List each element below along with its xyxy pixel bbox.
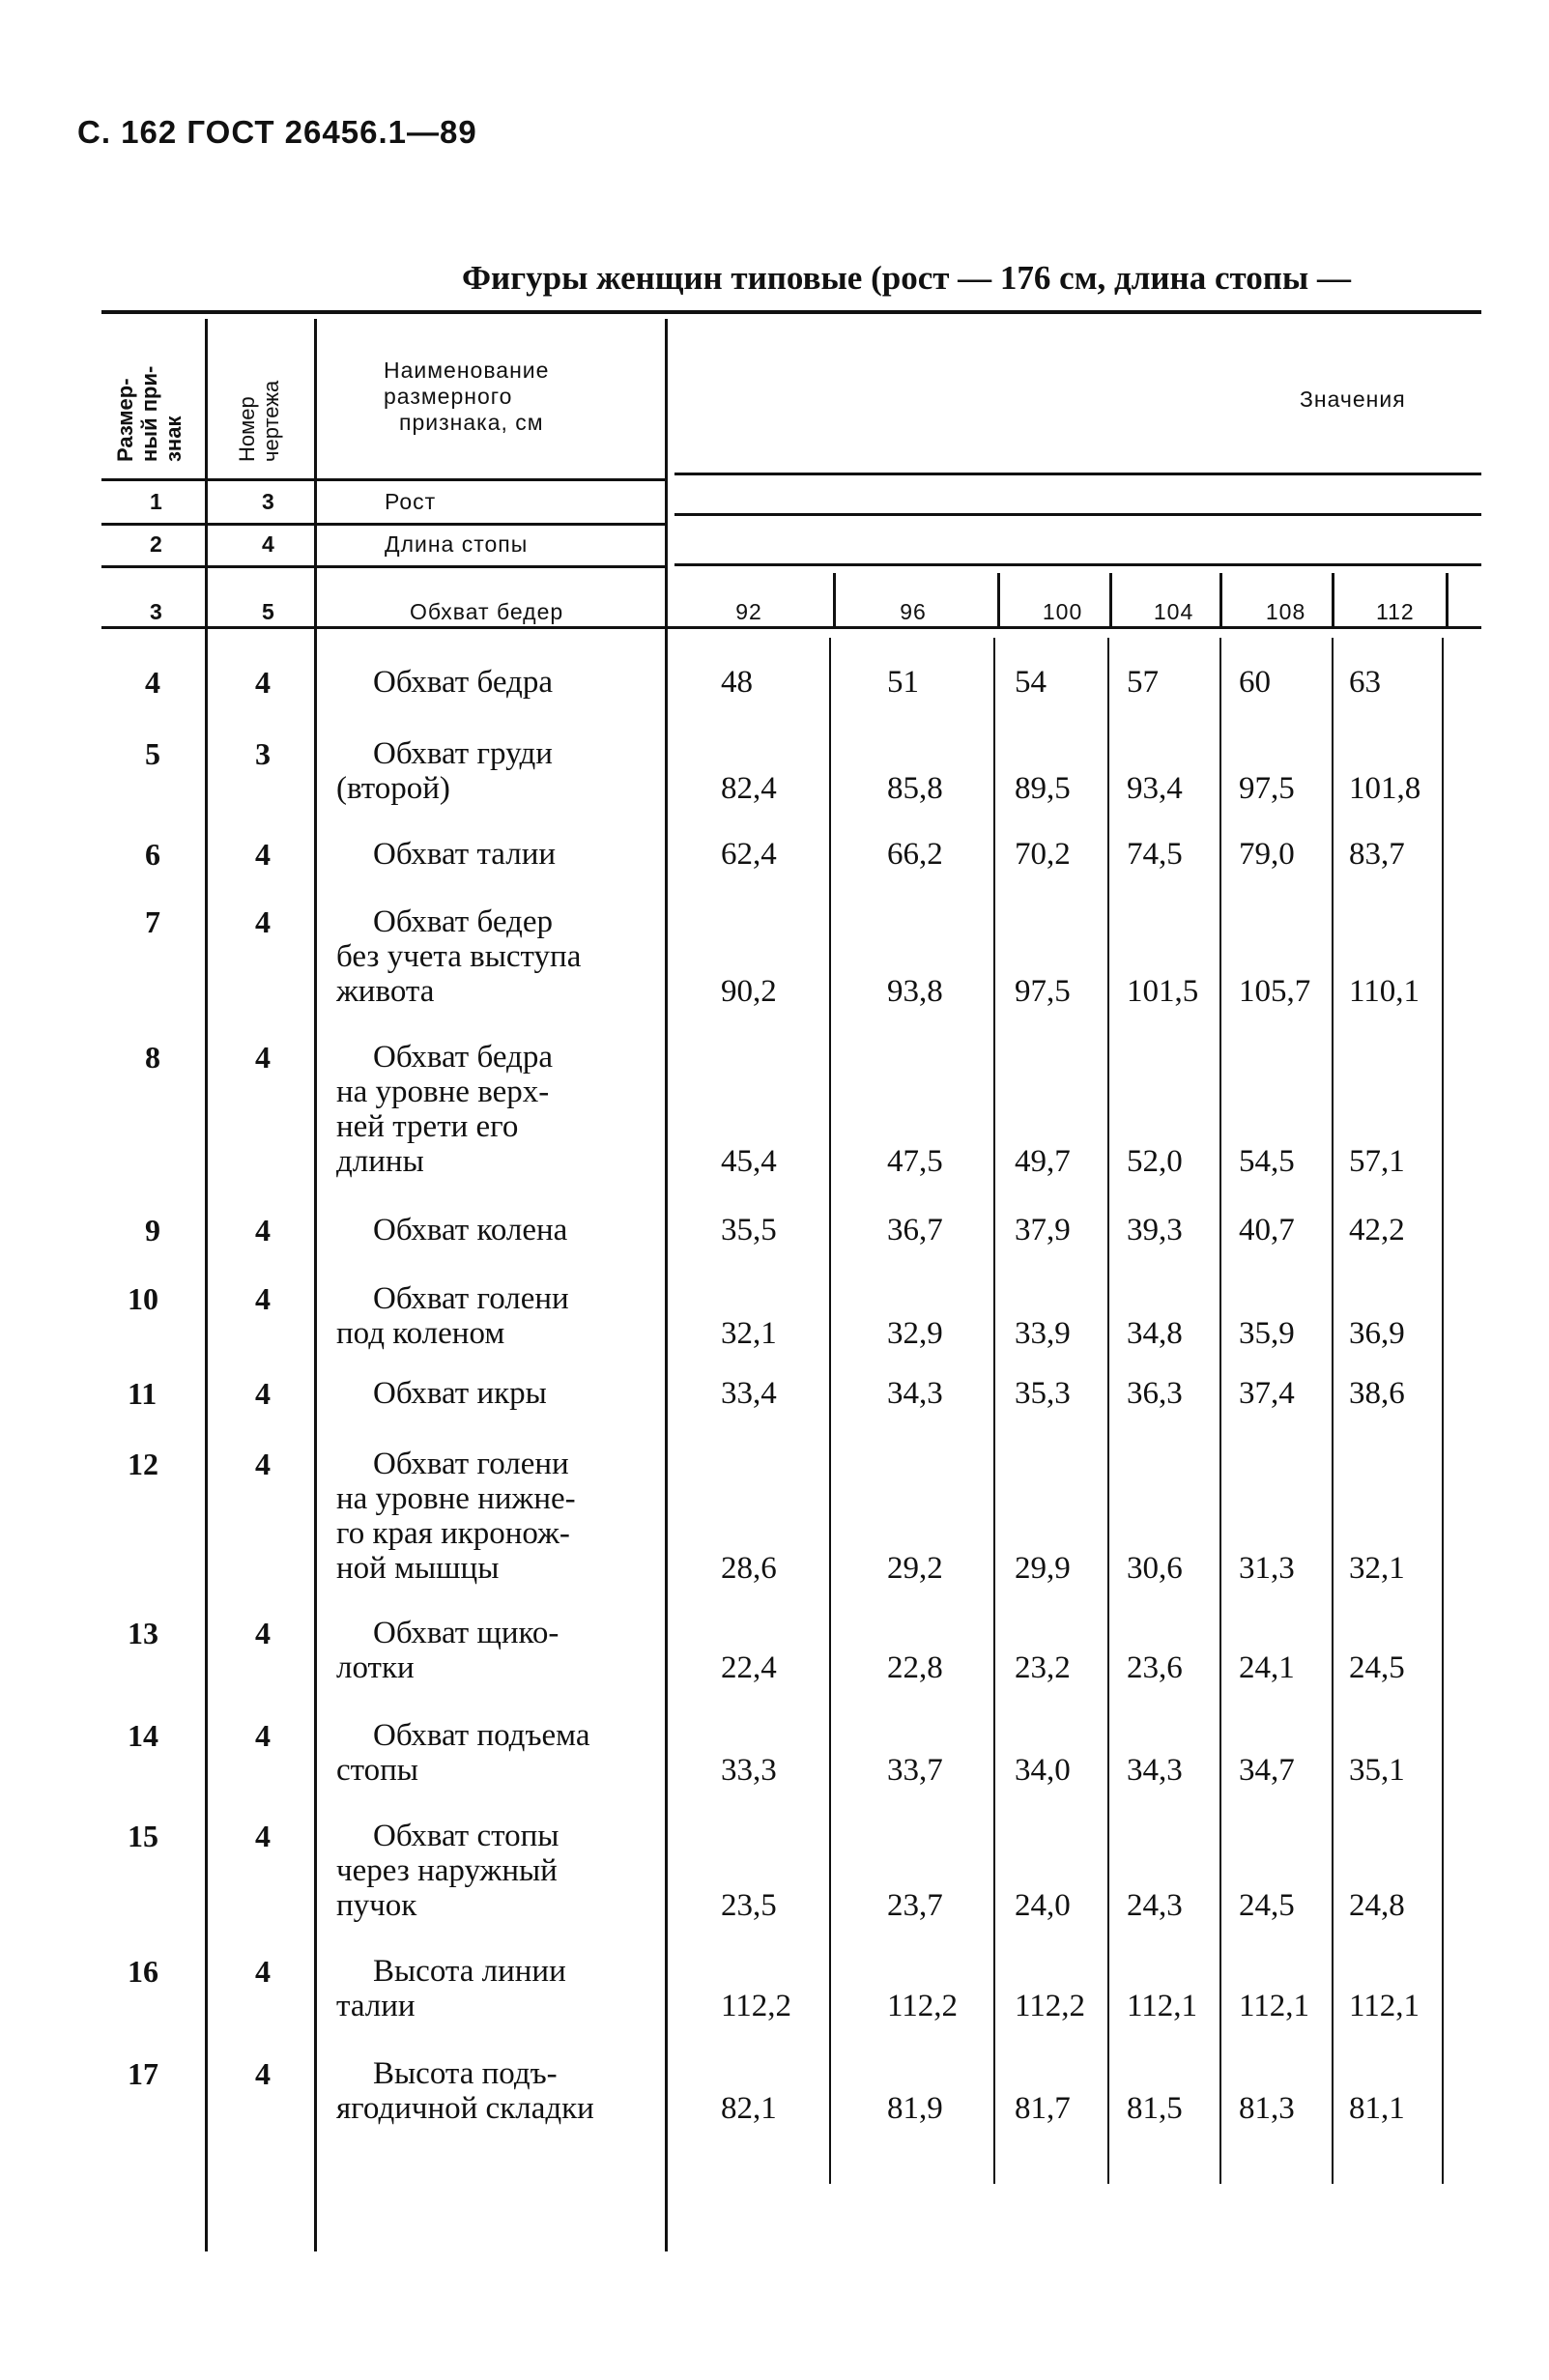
param-size-feature: 1 [150, 489, 163, 514]
row-size-feature: 7 [145, 904, 160, 939]
row-size-feature: 9 [145, 1213, 160, 1247]
row-value: 60 [1239, 665, 1271, 700]
row-value: 97,5 [1239, 771, 1295, 806]
row-feature-name: Обхват икры [373, 1376, 547, 1411]
row-value: 81,7 [1015, 2091, 1071, 2126]
row-value: 112,2 [887, 1989, 959, 2023]
row-value: 47,5 [887, 1144, 943, 1179]
row-feature-name: Высота линии [373, 1954, 566, 1989]
row-value: 36,3 [1127, 1376, 1183, 1411]
row-value: 39,3 [1127, 1213, 1183, 1247]
hip-value: 96 [900, 599, 927, 624]
row-value: 31,3 [1239, 1551, 1295, 1586]
row-value: 33,3 [721, 1753, 777, 1788]
row-value: 30,6 [1127, 1551, 1183, 1586]
row-feature-name: Высота подъ- [373, 2056, 558, 2091]
row-feature-name: лотки [336, 1650, 415, 1685]
row-value: 29,2 [887, 1551, 943, 1586]
row-value: 37,4 [1239, 1376, 1295, 1411]
row-value: 82,1 [721, 2091, 777, 2126]
row-value: 36,7 [887, 1213, 943, 1247]
row-value: 24,0 [1015, 1888, 1071, 1923]
row-value: 81,3 [1239, 2091, 1295, 2126]
row-feature-name: длины [336, 1144, 424, 1179]
row-value: 40,7 [1239, 1213, 1295, 1247]
row-value: 23,5 [721, 1888, 777, 1923]
row-feature-name: Обхват бедра [373, 1040, 553, 1075]
row-drawing-number: 4 [255, 837, 271, 872]
row-value: 23,7 [887, 1888, 943, 1923]
row-value: 33,4 [721, 1376, 777, 1411]
row-size-feature: 8 [145, 1040, 160, 1075]
table-title: Фигуры женщин типовые (рост — 176 см, длина стопы — [462, 259, 1351, 297]
row-value: 74,5 [1127, 837, 1183, 872]
row-feature-name: Обхват подъема [373, 1718, 590, 1753]
row-size-feature: 11 [128, 1376, 158, 1411]
row-value: 37,9 [1015, 1213, 1071, 1247]
param-row-rule [101, 565, 667, 568]
row-value: 101,8 [1349, 771, 1421, 806]
row-drawing-number: 4 [255, 2056, 271, 2091]
row-size-feature: 14 [128, 1718, 158, 1753]
row-feature-name: на уровне верх- [336, 1075, 550, 1109]
hip-value: 104 [1153, 599, 1194, 624]
row-value: 62,4 [721, 837, 777, 872]
param-name: Обхват бедер [410, 599, 564, 624]
hip-value-divider [1109, 573, 1112, 626]
row-feature-name: Обхват голени [373, 1447, 569, 1481]
row-value: 70,2 [1015, 837, 1071, 872]
row-size-feature: 13 [128, 1616, 158, 1650]
hip-value-divider [1219, 573, 1222, 626]
hip-value-divider [997, 573, 1000, 626]
values-top-rule [674, 473, 1481, 475]
row-feature-name: под коленом [336, 1316, 505, 1351]
row-size-feature: 16 [128, 1954, 158, 1989]
param-name: Длина стопы [385, 531, 529, 557]
row-value: 35,3 [1015, 1376, 1071, 1411]
row-drawing-number: 4 [255, 1718, 271, 1753]
row-value: 28,6 [721, 1551, 777, 1586]
row-value: 34,0 [1015, 1753, 1071, 1788]
row-drawing-number: 4 [255, 904, 271, 939]
row-value: 112,1 [1239, 1989, 1310, 2023]
value-col-divider [993, 638, 995, 2184]
row-value: 93,4 [1127, 771, 1183, 806]
row-feature-name: Обхват талии [373, 837, 557, 872]
row-value: 48 [721, 665, 753, 700]
row-value: 29,9 [1015, 1551, 1071, 1586]
row-drawing-number: 4 [255, 1616, 271, 1650]
value-col-divider [1107, 638, 1109, 2184]
row-value: 34,7 [1239, 1753, 1295, 1788]
row-value: 82,4 [721, 771, 777, 806]
row-value: 36,9 [1349, 1316, 1405, 1351]
row-value: 105,7 [1239, 974, 1311, 1009]
row-feature-name: Обхват голени [373, 1281, 569, 1316]
row-feature-name: живота [336, 974, 435, 1009]
param-size-feature: 3 [150, 599, 163, 624]
row-feature-name: Обхват стопы [373, 1819, 559, 1853]
col-divider-1 [205, 319, 208, 2251]
row-feature-name: ягодичной складки [336, 2091, 594, 2126]
row-drawing-number: 4 [255, 1954, 271, 1989]
value-col-divider [829, 638, 831, 2184]
hip-value: 92 [735, 599, 762, 624]
row-value: 81,5 [1127, 2091, 1183, 2126]
row-feature-name: ной мышцы [336, 1551, 500, 1586]
row-feature-name: Обхват щико- [373, 1616, 559, 1650]
row-value: 85,8 [887, 771, 943, 806]
row-value: 34,8 [1127, 1316, 1183, 1351]
row-feature-name: пучок [336, 1888, 417, 1923]
row-drawing-number: 4 [255, 1376, 271, 1411]
row-value: 112,1 [1349, 1989, 1420, 2023]
hip-value: 100 [1042, 599, 1083, 624]
row-value: 101,5 [1127, 974, 1199, 1009]
row-drawing-number: 3 [255, 736, 271, 771]
header-bottom-rule [101, 478, 667, 481]
row-value: 23,6 [1127, 1650, 1183, 1685]
values-header: Значения [1300, 387, 1406, 412]
row-feature-name: ней трети его [336, 1109, 519, 1144]
param-row-rule [674, 563, 1481, 566]
hip-value: 112 [1376, 599, 1415, 624]
row-value: 32,1 [721, 1316, 777, 1351]
param-row-rule [101, 523, 667, 526]
row-value: 112,2 [1015, 1989, 1086, 2023]
row-value: 57 [1127, 665, 1159, 700]
row-feature-name: го края икронож- [336, 1516, 570, 1551]
row-size-feature: 6 [145, 837, 160, 872]
row-value: 79,0 [1239, 837, 1295, 872]
row-value: 93,8 [887, 974, 943, 1009]
row-value: 49,7 [1015, 1144, 1071, 1179]
param-drawing-number: 3 [262, 489, 275, 514]
row-size-feature: 4 [145, 665, 160, 700]
row-feature-name: талии [336, 1989, 416, 2023]
col-divider-2 [314, 319, 317, 2251]
row-value: 57,1 [1349, 1144, 1405, 1179]
row-value: 81,9 [887, 2091, 943, 2126]
row-drawing-number: 4 [255, 1213, 271, 1247]
row-value: 81,1 [1349, 2091, 1405, 2126]
row-value: 52,0 [1127, 1144, 1183, 1179]
row-value: 33,7 [887, 1753, 943, 1788]
col-header-size-feature: Размер- ный при- знак [113, 365, 186, 462]
hip-value-divider [1446, 573, 1449, 626]
row-value: 32,1 [1349, 1551, 1405, 1586]
row-drawing-number: 4 [255, 665, 271, 700]
row-drawing-number: 4 [255, 1281, 271, 1316]
row-value: 33,9 [1015, 1316, 1071, 1351]
hip-value-divider [1332, 573, 1334, 626]
row-drawing-number: 4 [255, 1040, 271, 1075]
row-feature-name: (второй) [336, 771, 450, 806]
row-value: 42,2 [1349, 1213, 1405, 1247]
col-divider-3 [665, 319, 668, 2251]
param-drawing-number: 5 [262, 599, 275, 624]
hip-value: 108 [1265, 599, 1306, 624]
row-feature-name: без учета выступа [336, 939, 582, 974]
row-size-feature: 5 [145, 736, 160, 771]
row-value: 22,4 [721, 1650, 777, 1685]
page-header: С. 162 ГОСТ 26456.1—89 [77, 114, 477, 150]
param-name: Рост [385, 489, 437, 514]
row-feature-name: стопы [336, 1753, 418, 1788]
row-size-feature: 17 [128, 2056, 158, 2091]
row-value: 24,5 [1239, 1888, 1295, 1923]
row-value: 97,5 [1015, 974, 1071, 1009]
row-size-feature: 12 [128, 1447, 158, 1481]
param-size-feature: 2 [150, 531, 163, 557]
row-value: 83,7 [1349, 837, 1405, 872]
param-row-rule [674, 513, 1481, 516]
row-value: 24,8 [1349, 1888, 1405, 1923]
row-value: 112,1 [1127, 1989, 1198, 2023]
row-value: 35,1 [1349, 1753, 1405, 1788]
row-feature-name: на уровне нижне- [336, 1481, 576, 1516]
col-header-drawing-number: Номер чертежа [235, 380, 283, 462]
row-value: 35,9 [1239, 1316, 1295, 1351]
value-col-divider [1442, 638, 1444, 2184]
row-value: 66,2 [887, 837, 943, 872]
table-header-end-rule [101, 626, 1481, 629]
row-value: 90,2 [721, 974, 777, 1009]
row-value: 38,6 [1349, 1376, 1405, 1411]
row-value: 22,8 [887, 1650, 943, 1685]
row-value: 35,5 [721, 1213, 777, 1247]
row-drawing-number: 4 [255, 1819, 271, 1853]
row-value: 34,3 [887, 1376, 943, 1411]
value-col-divider [1219, 638, 1221, 2184]
row-value: 54 [1015, 665, 1047, 700]
row-value: 54,5 [1239, 1144, 1295, 1179]
row-value: 24,3 [1127, 1888, 1183, 1923]
col-header-feature-name: Наименование размерного признака, см [384, 358, 550, 435]
table-top-rule [101, 310, 1481, 314]
row-value: 24,1 [1239, 1650, 1295, 1685]
row-value: 51 [887, 665, 919, 700]
row-value: 23,2 [1015, 1650, 1071, 1685]
row-value: 24,5 [1349, 1650, 1405, 1685]
row-value: 32,9 [887, 1316, 943, 1351]
row-feature-name: через наружный [336, 1853, 558, 1888]
param-drawing-number: 4 [262, 531, 275, 557]
row-feature-name: Обхват бедер [373, 904, 553, 939]
hip-value-divider [833, 573, 836, 626]
row-value: 34,3 [1127, 1753, 1183, 1788]
row-value: 110,1 [1349, 974, 1420, 1009]
row-feature-name: Обхват колена [373, 1213, 568, 1247]
row-size-feature: 15 [128, 1819, 158, 1853]
row-value: 89,5 [1015, 771, 1071, 806]
row-feature-name: Обхват груди [373, 736, 553, 771]
row-size-feature: 10 [128, 1281, 158, 1316]
row-value: 63 [1349, 665, 1381, 700]
row-value: 45,4 [721, 1144, 777, 1179]
value-col-divider [1332, 638, 1334, 2184]
row-feature-name: Обхват бедра [373, 665, 553, 700]
row-drawing-number: 4 [255, 1447, 271, 1481]
row-value: 112,2 [721, 1989, 792, 2023]
